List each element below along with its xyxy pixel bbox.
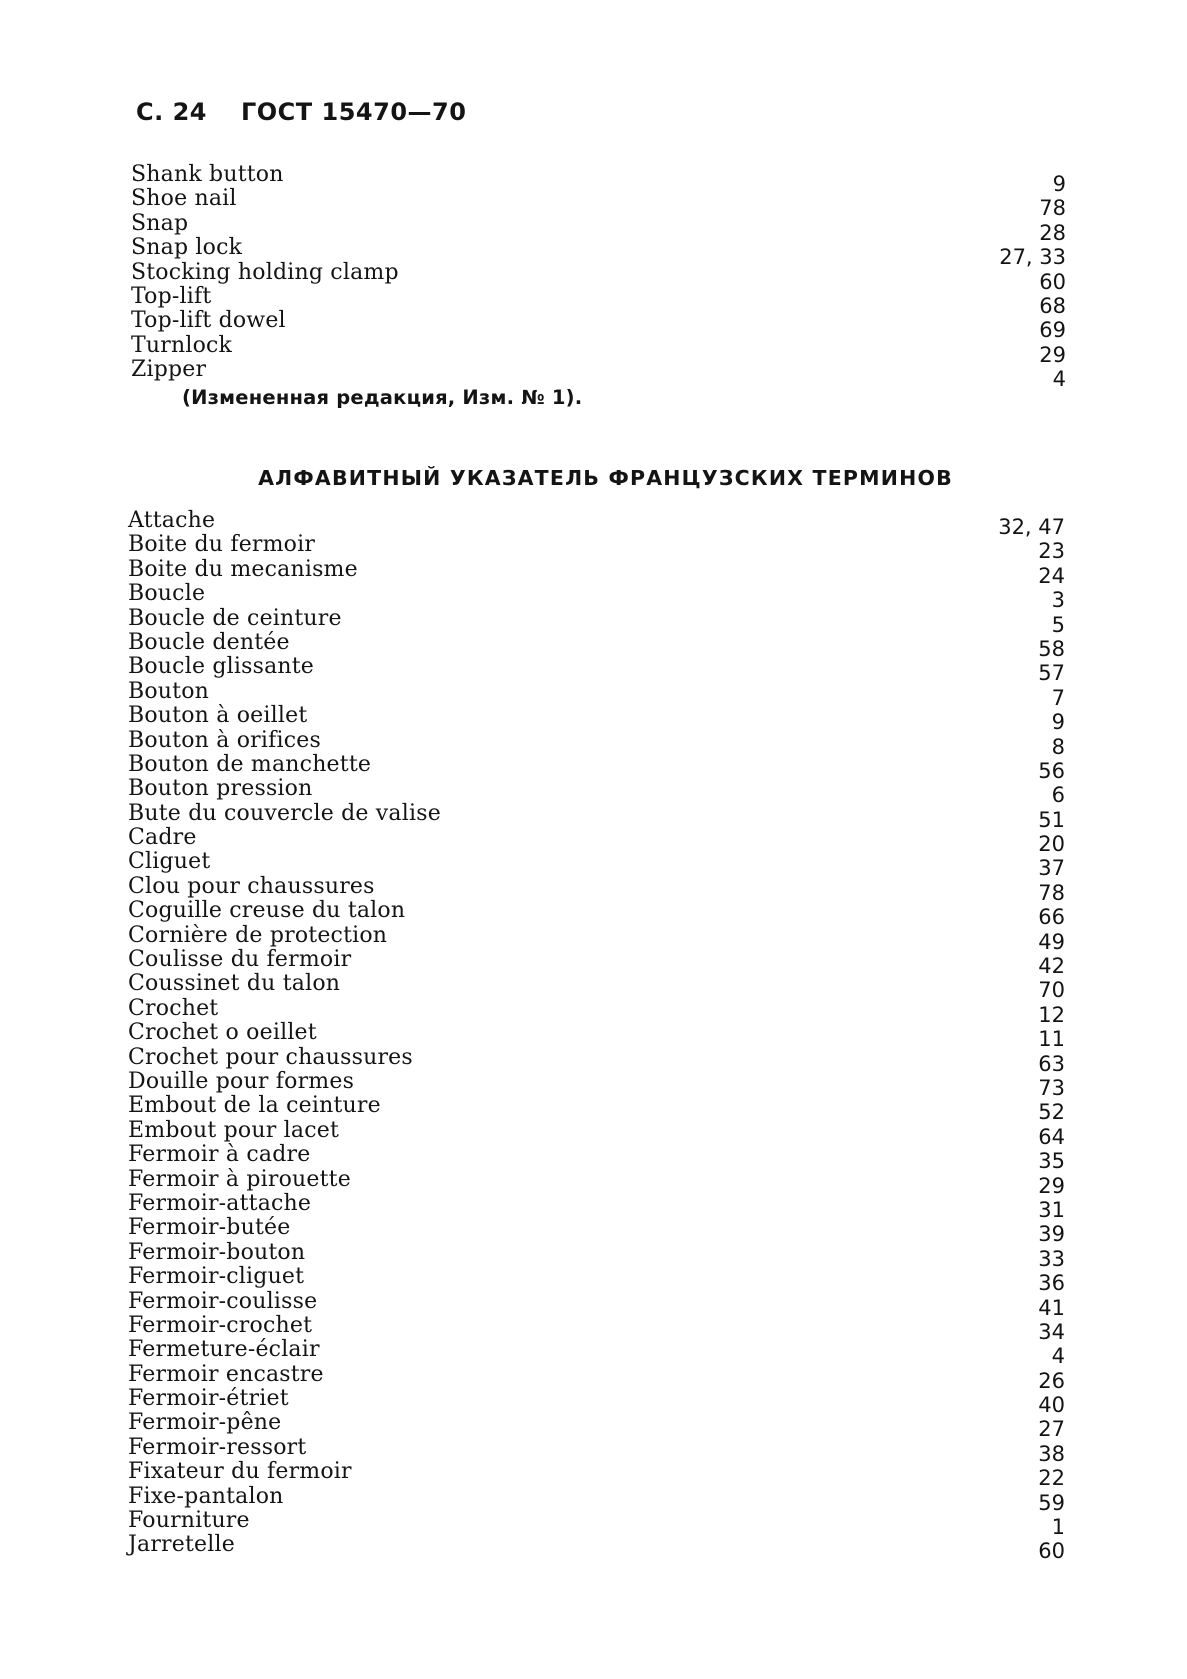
index-entry — [128, 1239, 1065, 1271]
index-entry — [128, 605, 1065, 637]
index-reference-number: 78 — [1039, 196, 1066, 221]
index-reference-number: 1 — [1051, 1515, 1065, 1540]
index-entry — [128, 947, 1065, 979]
index-entry — [128, 1434, 1065, 1466]
index-term: Fermoir-bouton — [128, 1239, 306, 1265]
amendment-note: (Измененная редакция, Изм. № 1). — [182, 386, 583, 409]
index-term: Fermoir-butée — [128, 1215, 291, 1241]
index-term: Clou pour chaussures — [128, 873, 375, 899]
index-reference-number: 11 — [1038, 1027, 1065, 1052]
index-entry — [128, 1483, 1065, 1515]
index-reference-number: 9 — [1051, 710, 1065, 735]
index-term: Turnlock — [131, 332, 233, 358]
index-term: Coulisse du fermoir — [128, 947, 352, 973]
index-term: Fourniture — [128, 1508, 250, 1534]
index-reference-number: 73 — [1038, 1075, 1065, 1100]
index-term: Fixe-pantalon — [128, 1483, 284, 1509]
index-term: Bouton — [128, 678, 210, 704]
index-term: Bute du couvercle de valise — [128, 800, 441, 826]
index-reference-number: 57 — [1038, 661, 1065, 686]
index-entry — [131, 210, 1066, 245]
index-reference-number: 24 — [1038, 563, 1065, 588]
index-entry — [128, 1044, 1065, 1076]
index-term: Coguille creuse du talon — [128, 898, 406, 924]
index-term: Fermoir encastre — [128, 1361, 324, 1387]
index-term: Cornière de protection — [128, 922, 388, 948]
index-entry — [128, 849, 1065, 881]
index-term: Shoe nail — [131, 186, 237, 212]
index-reference-number: 8 — [1051, 734, 1065, 759]
index-reference-number: 51 — [1038, 807, 1065, 832]
index-entry — [128, 1142, 1065, 1174]
index-reference-number: 60 — [1038, 1539, 1065, 1564]
index-entry — [128, 1166, 1065, 1198]
index-term: Fermoir-attache — [128, 1190, 312, 1216]
index-reference-number: 4 — [1052, 367, 1066, 392]
index-term: Boite du mecanisme — [128, 556, 358, 582]
index-entry — [131, 308, 1066, 343]
index-entry — [131, 162, 1066, 196]
index-entry — [131, 235, 1066, 270]
index-entry — [128, 776, 1065, 808]
index-reference-number: 38 — [1038, 1441, 1065, 1466]
index-term: Fermeture-éclair — [128, 1337, 320, 1363]
index-reference-number: 40 — [1038, 1393, 1065, 1418]
index-term: Fermoir-ressort — [128, 1434, 307, 1460]
index-entry — [128, 678, 1065, 710]
index-entry — [128, 1068, 1065, 1100]
index-entry — [128, 556, 1065, 588]
index-reference-number: 64 — [1038, 1124, 1065, 1149]
index-reference-number: 36 — [1038, 1271, 1065, 1296]
index-term: Fermoir à pirouette — [128, 1166, 351, 1192]
index-reference-number: 63 — [1038, 1051, 1065, 1076]
index-reference-number: 7 — [1051, 685, 1065, 710]
index-entry — [128, 800, 1065, 832]
index-entry — [128, 1117, 1065, 1149]
index-reference-number: 26 — [1038, 1368, 1065, 1393]
french-terms-index — [128, 508, 1065, 1564]
index-reference-number: 42 — [1038, 954, 1065, 979]
index-reference-number: 69 — [1039, 318, 1066, 343]
index-entry — [131, 332, 1066, 367]
index-term: Douille pour formes — [128, 1068, 355, 1094]
index-term: Fermoir à cadre — [128, 1142, 311, 1168]
index-entry — [128, 1190, 1065, 1222]
index-term: Embout pour lacet — [128, 1117, 339, 1143]
index-entry — [128, 1264, 1065, 1296]
index-reference-number: 22 — [1038, 1466, 1065, 1491]
index-entry — [128, 1215, 1065, 1247]
index-entry — [128, 727, 1065, 759]
index-entry — [128, 1312, 1065, 1344]
index-entry — [128, 825, 1065, 857]
index-term: Boucle glissante — [128, 654, 315, 680]
index-entry — [128, 971, 1065, 1003]
standard-designation: ГОСТ 15470—70 — [240, 98, 467, 126]
index-term: Fermoir-cliguet — [128, 1264, 305, 1290]
index-entry — [128, 1386, 1065, 1418]
index-reference-number: 28 — [1039, 220, 1066, 245]
index-reference-number: 29 — [1038, 1173, 1065, 1198]
index-entry — [131, 259, 1066, 294]
index-entry — [128, 1337, 1065, 1369]
index-reference-number: 70 — [1038, 978, 1065, 1003]
index-entry — [128, 751, 1065, 783]
index-entry — [128, 1508, 1065, 1540]
index-term: Fixateur du fermoir — [128, 1459, 352, 1485]
index-term: Crochet pour chaussures — [128, 1044, 413, 1070]
index-term: Boite du fermoir — [128, 532, 316, 558]
index-entry — [128, 1361, 1065, 1393]
index-term: Snap — [131, 210, 189, 236]
index-term: Bouton de manchette — [128, 751, 372, 777]
index-reference-number: 60 — [1039, 269, 1066, 294]
section-title: АЛФАВИТНЫЙ УКАЗАТЕЛЬ ФРАНЦУЗСКИХ ТЕРМИНОВ — [258, 466, 953, 490]
index-entry — [128, 995, 1065, 1027]
index-entry — [131, 357, 1066, 392]
page-number: С. 24 — [136, 98, 207, 126]
index-term: Crochet — [128, 995, 219, 1021]
index-entry — [128, 703, 1065, 735]
index-term: Crochet o oeillet — [128, 1020, 317, 1046]
index-entry — [128, 1410, 1065, 1442]
index-reference-number: 49 — [1038, 929, 1065, 954]
index-reference-number: 9 — [1052, 172, 1066, 196]
index-term: Jarretelle — [128, 1532, 235, 1558]
index-reference-number: 20 — [1038, 832, 1065, 857]
index-term: Zipper — [131, 357, 207, 383]
index-term: Shank button — [131, 162, 284, 187]
index-term: Boucle dentée — [128, 629, 290, 655]
index-term: Coussinet du talon — [128, 971, 341, 997]
index-term: Attache — [128, 508, 216, 533]
index-term: Embout de la ceinture — [128, 1093, 381, 1119]
index-entry — [131, 186, 1066, 221]
index-entry — [128, 1532, 1065, 1564]
index-term: Fermoir-coulisse — [128, 1288, 318, 1314]
index-reference-number: 78 — [1038, 880, 1065, 905]
index-term: Stocking holding clamp — [131, 259, 399, 285]
index-reference-number: 59 — [1038, 1490, 1065, 1515]
index-reference-number: 58 — [1038, 636, 1065, 661]
index-entry — [128, 1093, 1065, 1125]
index-reference-number: 12 — [1038, 1002, 1065, 1027]
index-term: Fermoir-étriet — [128, 1386, 289, 1412]
index-reference-number: 6 — [1051, 783, 1065, 808]
index-reference-number: 31 — [1038, 1197, 1065, 1222]
index-entry — [128, 1288, 1065, 1320]
index-entry — [128, 922, 1065, 954]
index-entry — [128, 654, 1065, 686]
index-term: Top-lift — [131, 283, 212, 309]
index-term: Cadre — [128, 825, 197, 851]
index-reference-number: 4 — [1051, 1344, 1065, 1369]
index-term: Bouton à oeillet — [128, 703, 308, 729]
index-entry — [128, 1459, 1065, 1491]
index-entry — [131, 283, 1066, 318]
index-reference-number: 5 — [1051, 612, 1065, 637]
english-terms-index — [131, 162, 1066, 392]
index-entry — [128, 532, 1065, 564]
index-term: Boucle de ceinture — [128, 605, 342, 631]
index-term: Bouton pression — [128, 776, 313, 802]
index-entry — [128, 508, 1065, 539]
index-entry — [128, 873, 1065, 905]
index-reference-number: 33 — [1038, 1246, 1065, 1271]
index-term: Cliguet — [128, 849, 211, 875]
index-reference-number: 56 — [1038, 758, 1065, 783]
index-term: Fermoir-pêne — [128, 1410, 282, 1436]
index-entry — [128, 1020, 1065, 1052]
index-reference-number: 34 — [1038, 1319, 1065, 1344]
index-reference-number: 35 — [1038, 1149, 1065, 1174]
index-term: Top-lift dowel — [131, 308, 286, 334]
index-reference-number: 3 — [1051, 588, 1065, 613]
index-reference-number: 52 — [1038, 1100, 1065, 1125]
index-reference-number: 27 — [1038, 1417, 1065, 1442]
index-reference-number: 23 — [1038, 539, 1065, 564]
index-reference-number: 29 — [1039, 342, 1066, 367]
index-entry — [128, 898, 1065, 930]
index-reference-number: 41 — [1038, 1295, 1065, 1320]
index-term: Bouton à orifices — [128, 727, 321, 753]
index-reference-number: 27, 33 — [999, 245, 1066, 270]
page-header — [136, 98, 466, 126]
index-reference-number: 66 — [1038, 905, 1065, 930]
index-term: Fermoir-crochet — [128, 1312, 313, 1338]
index-reference-number: 32, 47 — [998, 515, 1065, 539]
index-term: Boucle — [128, 581, 206, 607]
index-reference-number: 37 — [1038, 856, 1065, 881]
index-term: Snap lock — [131, 235, 243, 261]
index-entry — [128, 581, 1065, 613]
index-reference-number: 68 — [1039, 293, 1066, 318]
index-entry — [128, 629, 1065, 661]
index-reference-number: 39 — [1038, 1222, 1065, 1247]
